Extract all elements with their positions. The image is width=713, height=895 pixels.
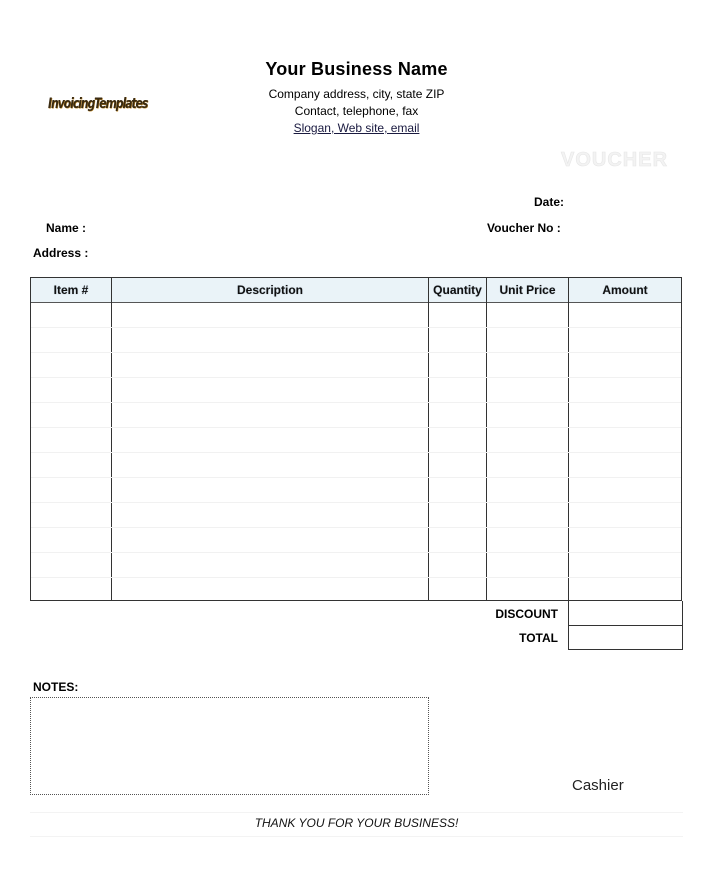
column-header-item-number: Item # (31, 278, 111, 302)
discount-field[interactable] (568, 601, 683, 626)
footer-divider (30, 836, 683, 837)
company-address: Company address, city, state ZIP (268, 87, 445, 101)
total-field[interactable] (568, 625, 683, 650)
column-header-quantity: Quantity (429, 278, 486, 302)
table-row[interactable] (31, 427, 681, 428)
column-header-amount: Amount (569, 278, 681, 302)
table-row[interactable] (31, 477, 681, 478)
logo: InvoicingTemplates (48, 96, 148, 112)
table-header-divider (31, 302, 681, 303)
document-type-watermark: VOUCHER (561, 149, 669, 171)
voucher-number-label: Voucher No : (487, 221, 561, 235)
table-row[interactable] (31, 577, 681, 578)
notes-label: NOTES: (33, 680, 79, 694)
date-label: Date: (534, 195, 565, 209)
company-slogan-link[interactable]: Slogan, Web site, email (293, 121, 420, 135)
discount-label: DISCOUNT (495, 607, 558, 621)
table-row[interactable] (31, 377, 681, 378)
company-contact: Contact, telephone, fax (294, 104, 419, 118)
table-row[interactable] (31, 502, 681, 503)
thank-you-message: THANK YOU FOR YOUR BUSINESS! (254, 816, 459, 830)
table-row[interactable] (31, 327, 681, 328)
column-header-unit-price: Unit Price (487, 278, 568, 302)
table-row[interactable] (31, 552, 681, 553)
table-row[interactable] (31, 352, 681, 353)
business-name: Your Business Name (265, 59, 448, 79)
cashier-signature-label: Cashier (572, 777, 624, 794)
footer-divider (30, 812, 683, 813)
name-label: Name : (46, 221, 87, 235)
notes-field[interactable] (30, 697, 429, 795)
table-row[interactable] (31, 452, 681, 453)
column-header-description: Description (112, 278, 428, 302)
table-row[interactable] (31, 402, 681, 403)
address-label: Address : (33, 246, 89, 260)
table-row[interactable] (31, 527, 681, 528)
total-label: TOTAL (519, 631, 558, 645)
